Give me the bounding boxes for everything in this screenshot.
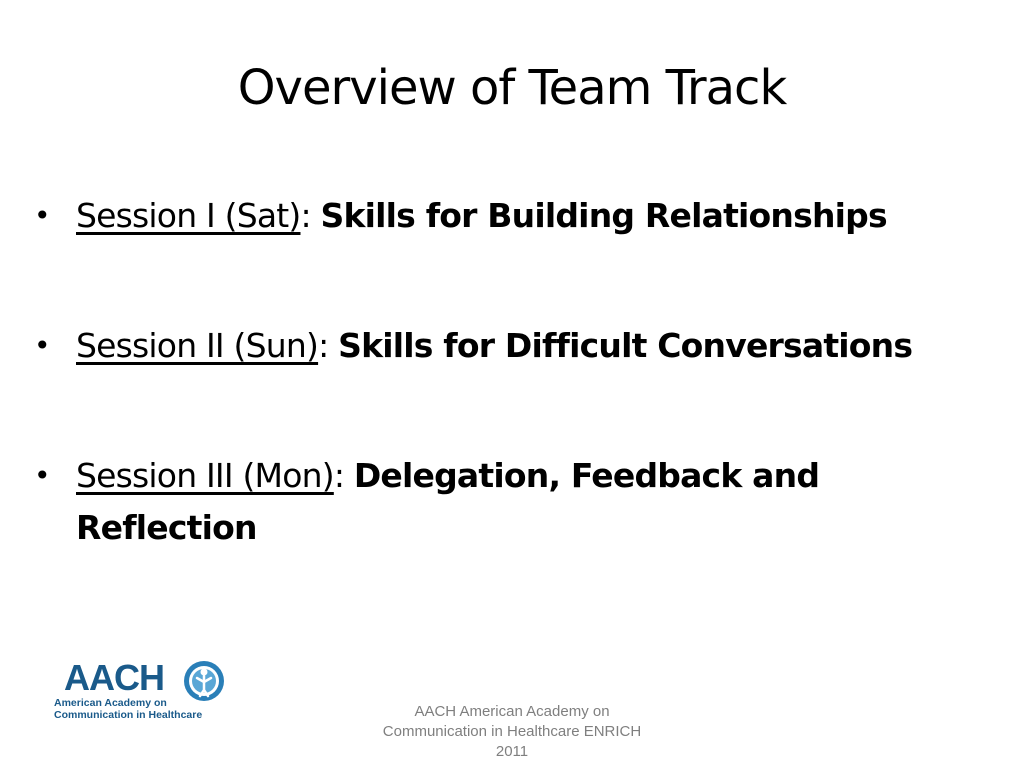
logo-line1: American Academy on — [54, 697, 167, 709]
aach-logo — [52, 656, 232, 722]
session-label: Session I (Sat) — [76, 196, 301, 235]
separator: : — [318, 326, 329, 365]
slide-title: Overview of Team Track — [237, 60, 787, 116]
separator: : — [333, 456, 345, 495]
separator: : — [300, 196, 311, 235]
session-topic: Skills for Building Relationships — [320, 196, 887, 235]
footer-line: AACH American Academy on — [414, 703, 610, 720]
session-label: Session III (Mon) — [76, 456, 334, 495]
bullet-item — [34, 450, 994, 554]
session-topic: Delegation, Feedback and Reflection — [76, 456, 820, 547]
bullet-dot: • — [34, 199, 50, 232]
footer-line: 2011 — [495, 743, 529, 760]
footer-line: Communication in Healthcare ENRICH — [382, 723, 642, 740]
bullet-item — [34, 320, 994, 372]
session-label: Session II (Sun) — [76, 326, 319, 365]
logo-line2: Communication in Healthcare — [54, 709, 203, 721]
session-topic: Skills for Difficult Conversations — [338, 326, 913, 365]
footer-text — [352, 702, 672, 762]
bullet-item — [34, 190, 994, 242]
globe-figure-icon — [184, 661, 224, 701]
bullet-dot: • — [34, 459, 50, 492]
bullet-dot: • — [34, 329, 50, 362]
logo-wordmark: AACH — [64, 657, 164, 698]
bullet-list — [34, 190, 994, 632]
